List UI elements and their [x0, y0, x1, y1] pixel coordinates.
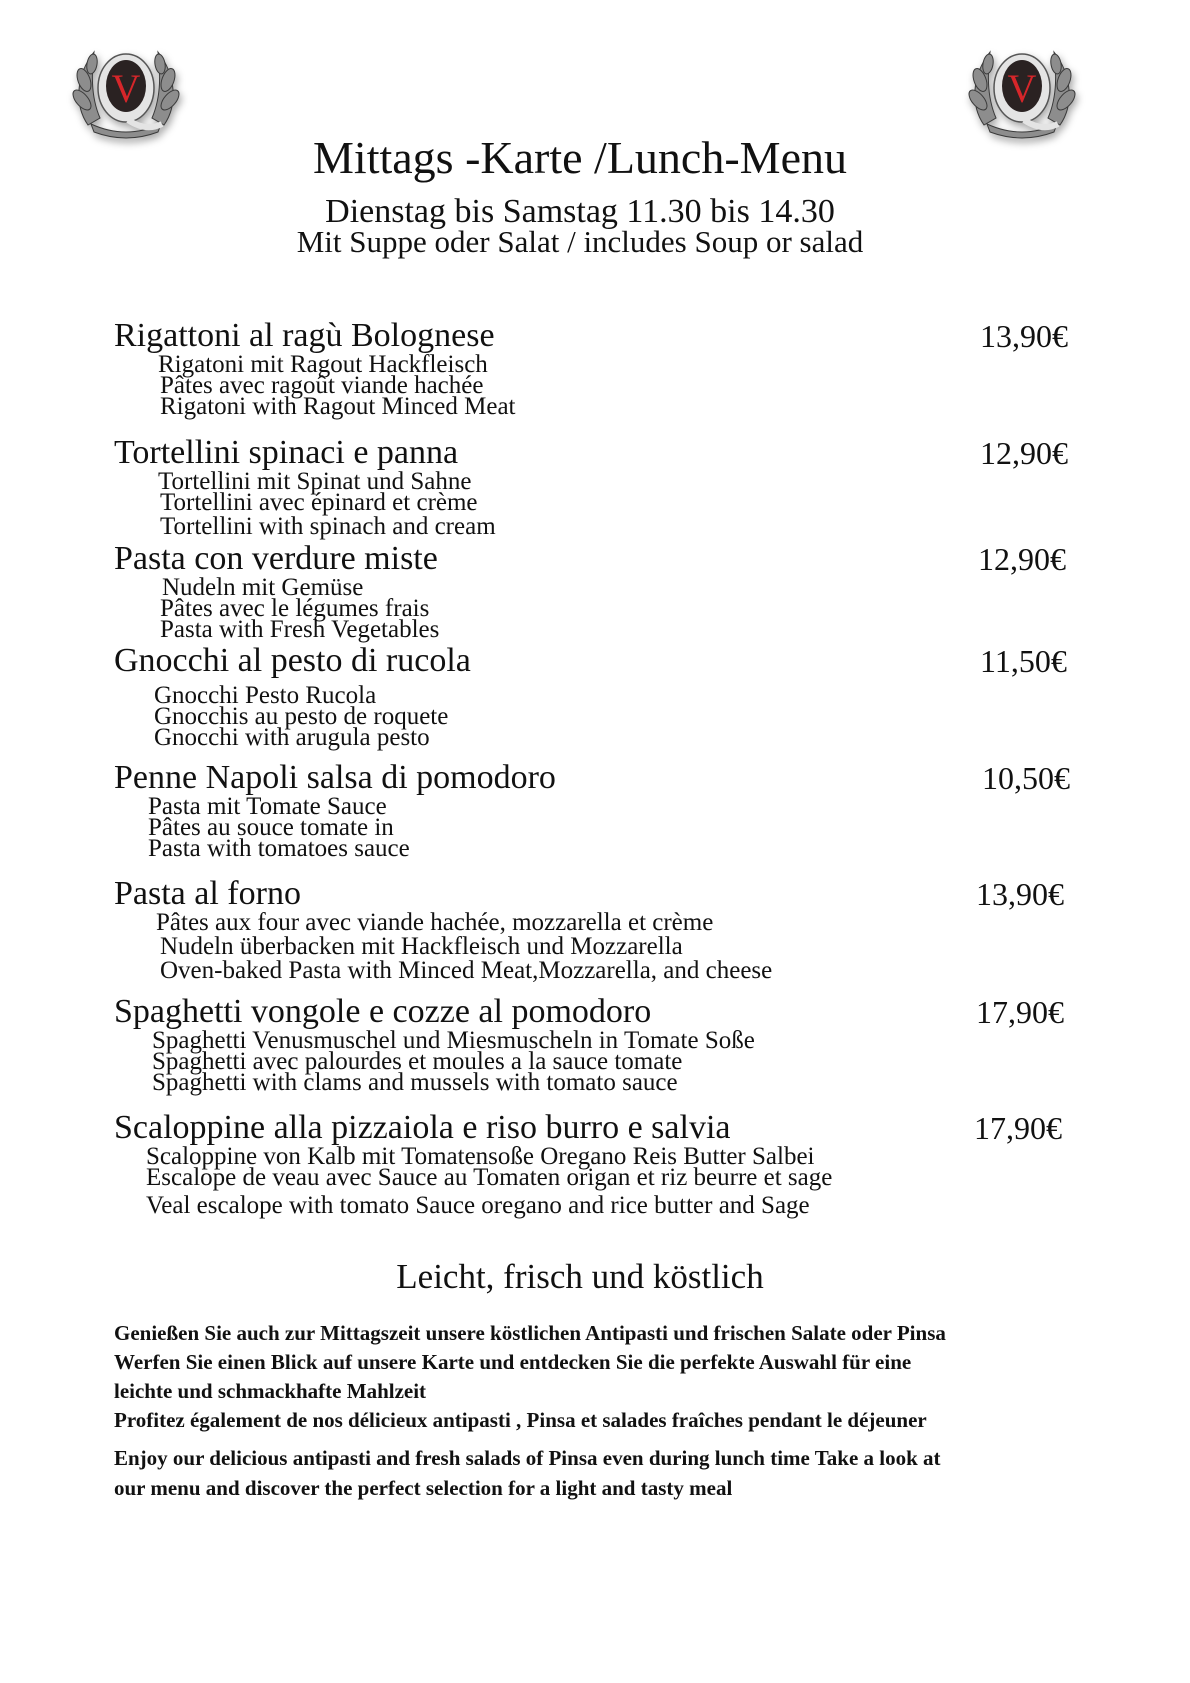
blurb-line: Profitez également de nos délicieux antipasti , Pinsa et salades fraîches pendant le déjeuner: [114, 1408, 927, 1432]
blurb-line: leichte und schmackhafte Mahlzeit: [114, 1379, 427, 1403]
dish-price: 12,90€: [980, 435, 1068, 471]
blurb-line: Genießen Sie auch zur Mittagszeit unsere köstlichen Antipasti und frischen Salate oder Pinsa: [114, 1321, 946, 1345]
dish-price: 17,90€: [976, 994, 1064, 1030]
menu-item: [114, 434, 1074, 540]
dish-desc-fr: Pâtes aux four avec viande hachée, mozzarella et crème: [156, 909, 714, 936]
tagline-heading: Leicht, frisch und köstlich: [396, 1257, 764, 1296]
dish-price: 10,50€: [982, 760, 1070, 796]
restaurant-logo-left: [66, 40, 186, 140]
dish-desc-en: Pasta with tomatoes sauce: [148, 835, 410, 862]
dish-name: Gnocchi al pesto di rucola: [114, 642, 471, 679]
dish-desc-en: Rigatoni with Ragout Minced Meat: [160, 393, 516, 420]
dish-price: 13,90€: [980, 318, 1068, 354]
dish-name: Pasta al forno: [114, 875, 301, 912]
dish-desc-de: Spaghetti Venusmuschel und Miesmuscheln in Tomate Soße: [152, 1027, 755, 1054]
svg-text:V: V: [1007, 66, 1037, 111]
menu-item: [114, 1109, 1074, 1219]
menu-item: [114, 875, 1074, 984]
menu-item: [114, 642, 1074, 751]
dish-price: 11,50€: [980, 643, 1067, 679]
menu-item: [114, 993, 1074, 1096]
dish-name: Tortellini spinaci e panna: [114, 434, 459, 471]
dish-desc-fr: Escalope de veau avec Sauce au Tomaten origan et riz beurre et sage: [146, 1164, 833, 1191]
dish-desc-en: Pasta with Fresh Vegetables: [160, 616, 440, 643]
laurel-crest-icon: [962, 40, 1082, 140]
blurb-line: Werfen Sie einen Blick auf unsere Karte und entdecken Sie die perfekte Auswahl für eine: [114, 1350, 912, 1374]
dish-desc-fr: Pâtes avec ragoût viande hachée: [160, 372, 484, 399]
dish-desc-de: Tortellini mit Spinat und Sahne: [158, 468, 472, 495]
dish-desc-en: Gnocchi with arugula pesto: [154, 724, 430, 751]
restaurant-logo-right: [962, 40, 1082, 140]
dish-name: Scaloppine alla pizzaiola e riso burro e salvia: [114, 1109, 731, 1146]
laurel-crest-icon: [66, 40, 186, 140]
dish-desc-de: Nudeln überbacken mit Hackfleisch und Mozzarella: [160, 933, 683, 960]
dish-price: 12,90€: [978, 541, 1066, 577]
dish-name: Pasta con verdure miste: [114, 540, 438, 577]
dish-name: Spaghetti vongole e cozze al pomodoro: [114, 993, 652, 1030]
opening-hours: Dienstag bis Samstag 11.30 bis 14.30: [325, 193, 835, 230]
includes-note: Mit Suppe oder Salat / includes Soup or salad: [296, 224, 864, 259]
dish-desc-de: Rigatoni mit Ragout Hackfleisch: [158, 351, 488, 378]
dish-desc-de: Scaloppine von Kalb mit Tomatensoße Oregano Reis Butter Salbei: [146, 1143, 815, 1170]
dish-name: Rigattoni al ragù Bolognese: [114, 317, 495, 354]
blurb-line: Enjoy our delicious antipasti and fresh salads of Pinsa even during lunch time Take a look at: [114, 1446, 941, 1470]
dish-name: Penne Napoli salsa di pomodoro: [114, 759, 556, 796]
menu-item: [114, 759, 1074, 862]
menu-title: Mittags -Karte /Lunch-Menu: [313, 132, 847, 183]
dish-desc-de: Nudeln mit Gemüse: [162, 574, 364, 601]
dish-desc-fr: Spaghetti avec palourdes et moules a la sauce tomate: [152, 1048, 683, 1075]
menu-item: [114, 540, 1074, 643]
dish-desc-en: Oven-baked Pasta with Minced Meat,Mozzarella, and cheese: [160, 957, 773, 984]
dish-desc-en: Veal escalope with tomato Sauce oregano and rice butter and Sage: [146, 1192, 810, 1219]
dish-desc-fr: Pâtes au souce tomate in: [148, 814, 394, 841]
blurb-line: our menu and discover the perfect selection for a light and tasty meal: [114, 1476, 733, 1500]
dish-desc-de: Gnocchi Pesto Rucola: [154, 682, 377, 709]
dish-price: 13,90€: [976, 876, 1064, 912]
dish-price: 17,90€: [974, 1110, 1062, 1146]
dish-desc-en: Tortellini with spinach and cream: [160, 513, 496, 540]
menu-item: [114, 317, 1074, 420]
dish-desc-fr: Pâtes avec le légumes frais: [160, 595, 430, 622]
dish-desc-en: Spaghetti with clams and mussels with tomato sauce: [152, 1069, 678, 1096]
dish-desc-fr: Tortellini avec épinard et crème: [160, 489, 478, 516]
dish-desc-fr: Gnocchis au pesto de roquete: [154, 703, 449, 730]
svg-text:V: V: [111, 66, 141, 111]
dish-desc-de: Pasta mit Tomate Sauce: [148, 793, 387, 820]
